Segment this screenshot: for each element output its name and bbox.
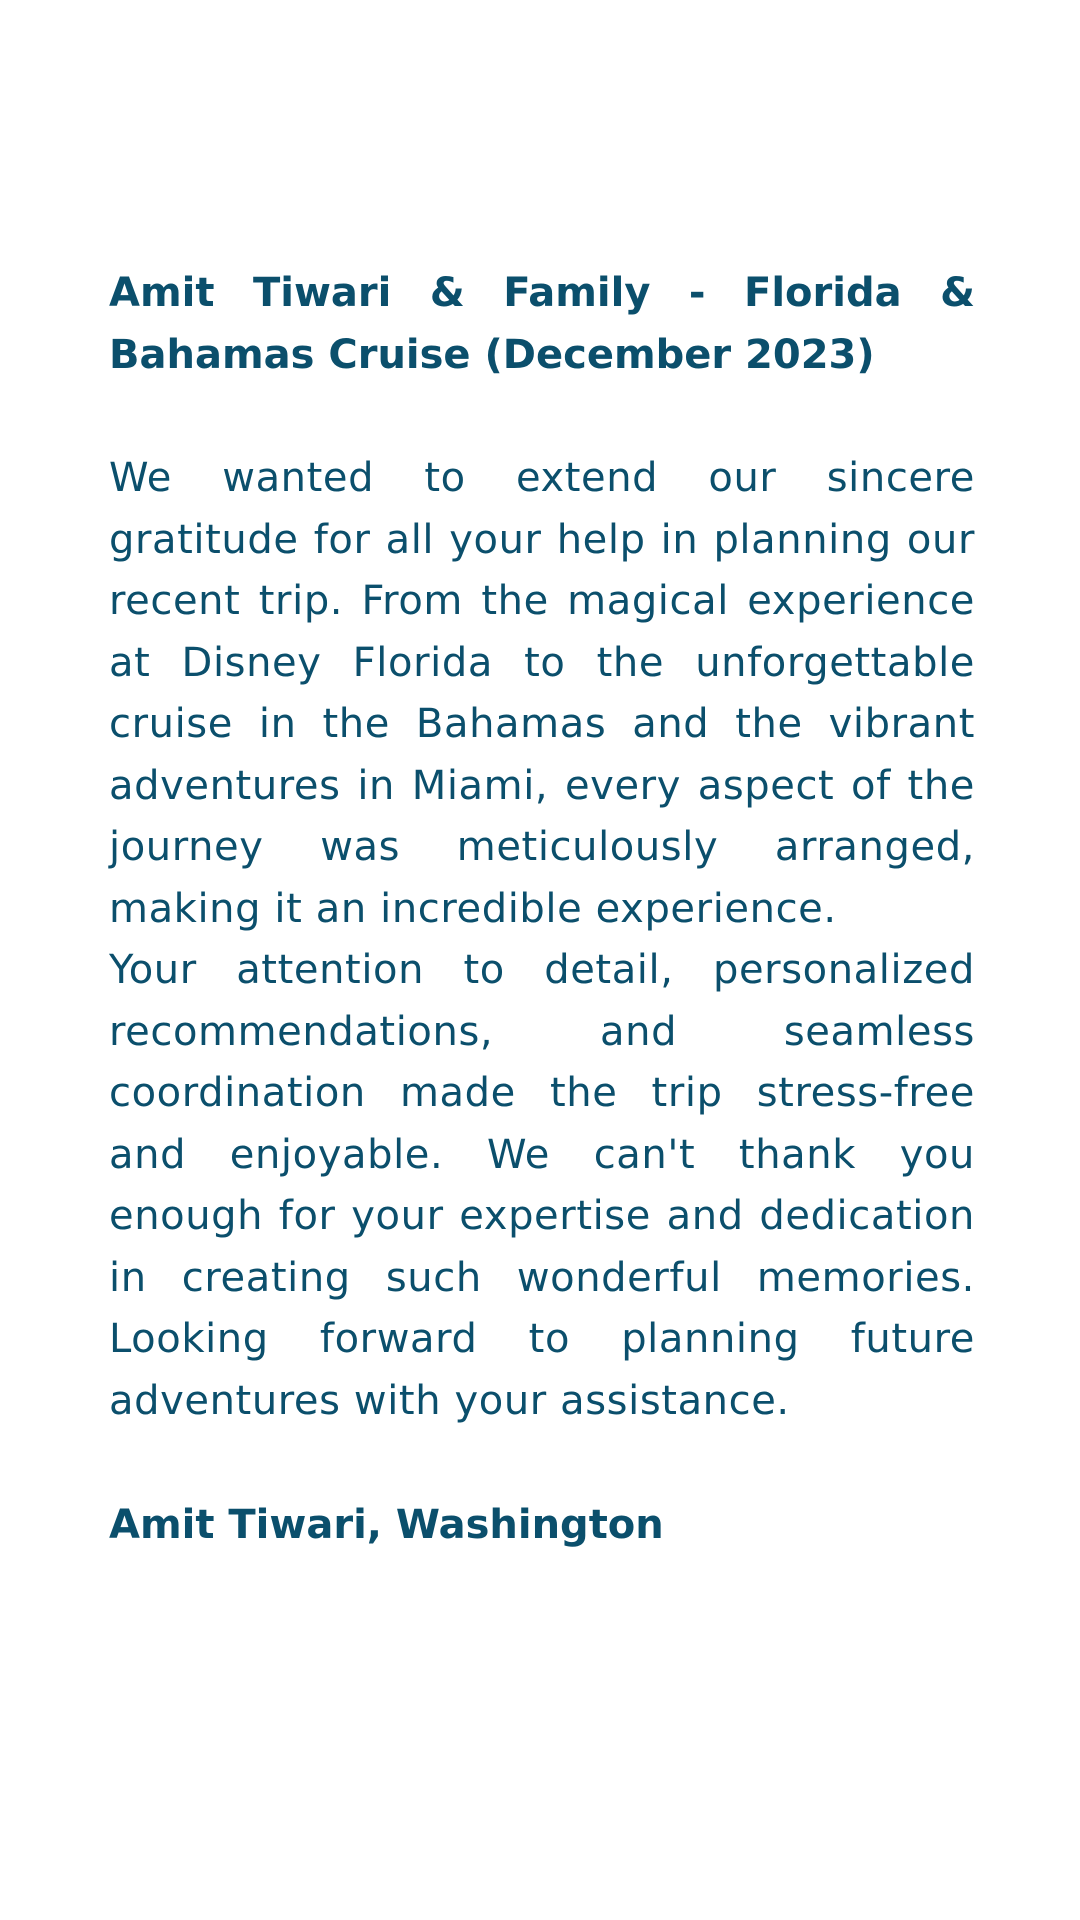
testimonial-paragraph: Your attention to detail, personalized recommendations, and seamless coordination made the trip stress-free and enjoyable. We can't thank you enough for your expertise and dedication in creating such wonderful memories. Looking forward to planning future adventures with your assistance. <box>109 947 975 1424</box>
testimonial-signature: Amit Tiwari, Washington <box>109 1502 664 1548</box>
testimonial-card <box>109 262 975 1556</box>
testimonial-body <box>109 448 975 1432</box>
testimonial-title: Amit Tiwari & Family - Florida & Bahamas Cruise (December 2023) <box>109 270 975 378</box>
testimonial-paragraph: We wanted to extend our sincere gratitude for all your help in planning our recent trip. From the magical experience at Disney Florida to the unforgettable cruise in the Bahamas and the vibrant adventures in Miami, every aspect of the journey was meticulously arranged, making it an incredible experience. <box>109 455 975 932</box>
